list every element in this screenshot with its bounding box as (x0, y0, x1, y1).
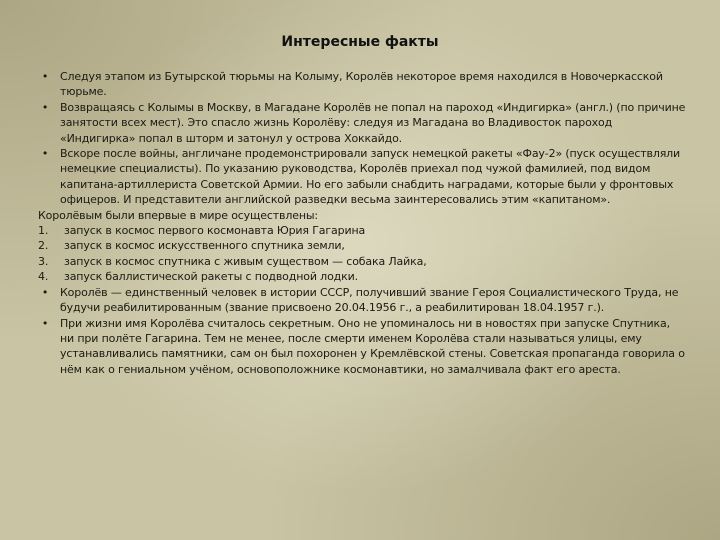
list-heading (38, 208, 686, 223)
bullet-marker: • (41, 100, 49, 114)
slide-title: Интересные факты (281, 34, 439, 50)
number-marker: 4. (38, 270, 49, 284)
number-marker: 1. (38, 224, 49, 238)
numbered-item-text: запуск в космос первого космонавта Юрия Гагарина (64, 224, 366, 238)
list-item-text: При жизни имя Королёва считалось секретным. Оно не упоминалось ни в новостях при запуске Спутника, ни при полёте Гагарина. Тем не менее, после смерти именем Королёва стали называться улицы, ему устанавливались памятники, сам он был похоронен у Кремлёвской стены. Советская пропаганда говорила о нём как о гениальном учёном, основоположнике космонавтики, но замалчивала факт его ареста. (60, 316, 685, 376)
number-marker: 3. (38, 254, 49, 268)
list-item (38, 69, 686, 100)
numbered-item (38, 223, 686, 238)
bullet-marker: • (41, 316, 49, 330)
list-item-text: Вскоре после войны, англичане продемонстрировали запуск немецкой ракеты «Фау-2» (пуск осуществляли немецкие специалисты). По указанию руководства, Королёв приехал под чужой фамилией, под видом капитана-артиллериста Советской Армии. Но его забыли снабдить наградами, которые были у фронтовых офицеров. И представители английской разведки весьма заинтересовались этим «капитаном». (60, 147, 681, 207)
list-item-text: Королёв — единственный человек в истории СССР, получивший звание Героя Социалистического Труда, не будучи реабилитированным (звание присвоено 20.04.1956 г., а реабилитирован 18.04.1957 г.). (60, 285, 679, 315)
numbered-item (38, 254, 686, 269)
list-item-text: Следуя этапом из Бутырской тюрьмы на Колыму, Королёв некоторое время находился в Новочеркасской тюрьме. (60, 70, 663, 99)
bullet-marker: • (41, 285, 49, 299)
bullet-marker: • (41, 147, 49, 161)
list-item-text: Возвращаясь с Колымы в Москву, в Магадане Королёв не попал на пароход «Индигирка» (англ.) (по причине занятости всех мест). Это спасло жизнь Королёву: следуя из Магадана во Владивосток пароход «Индигирка» попал в шторм и затонул у острова Хоккайдо. (60, 100, 686, 145)
numbered-item-text: запуск в космос искусственного спутника земли, (64, 239, 345, 253)
list-item (38, 146, 686, 208)
numbered-item-text: запуск баллистической ракеты с подводной лодки. (64, 270, 358, 284)
numbered-item-text: запуск в космос спутника с живым существом — собака Лайка, (64, 254, 427, 268)
list-item (38, 100, 686, 146)
number-marker: 2. (38, 239, 49, 253)
numbered-item (38, 269, 686, 284)
list-item (38, 316, 686, 378)
facts-list (38, 69, 686, 377)
numbered-item (38, 238, 686, 253)
list-item (38, 285, 686, 316)
bullet-marker: • (41, 70, 49, 83)
list-heading-text: Королёвым были впервые в мире осуществлены: (38, 208, 318, 222)
